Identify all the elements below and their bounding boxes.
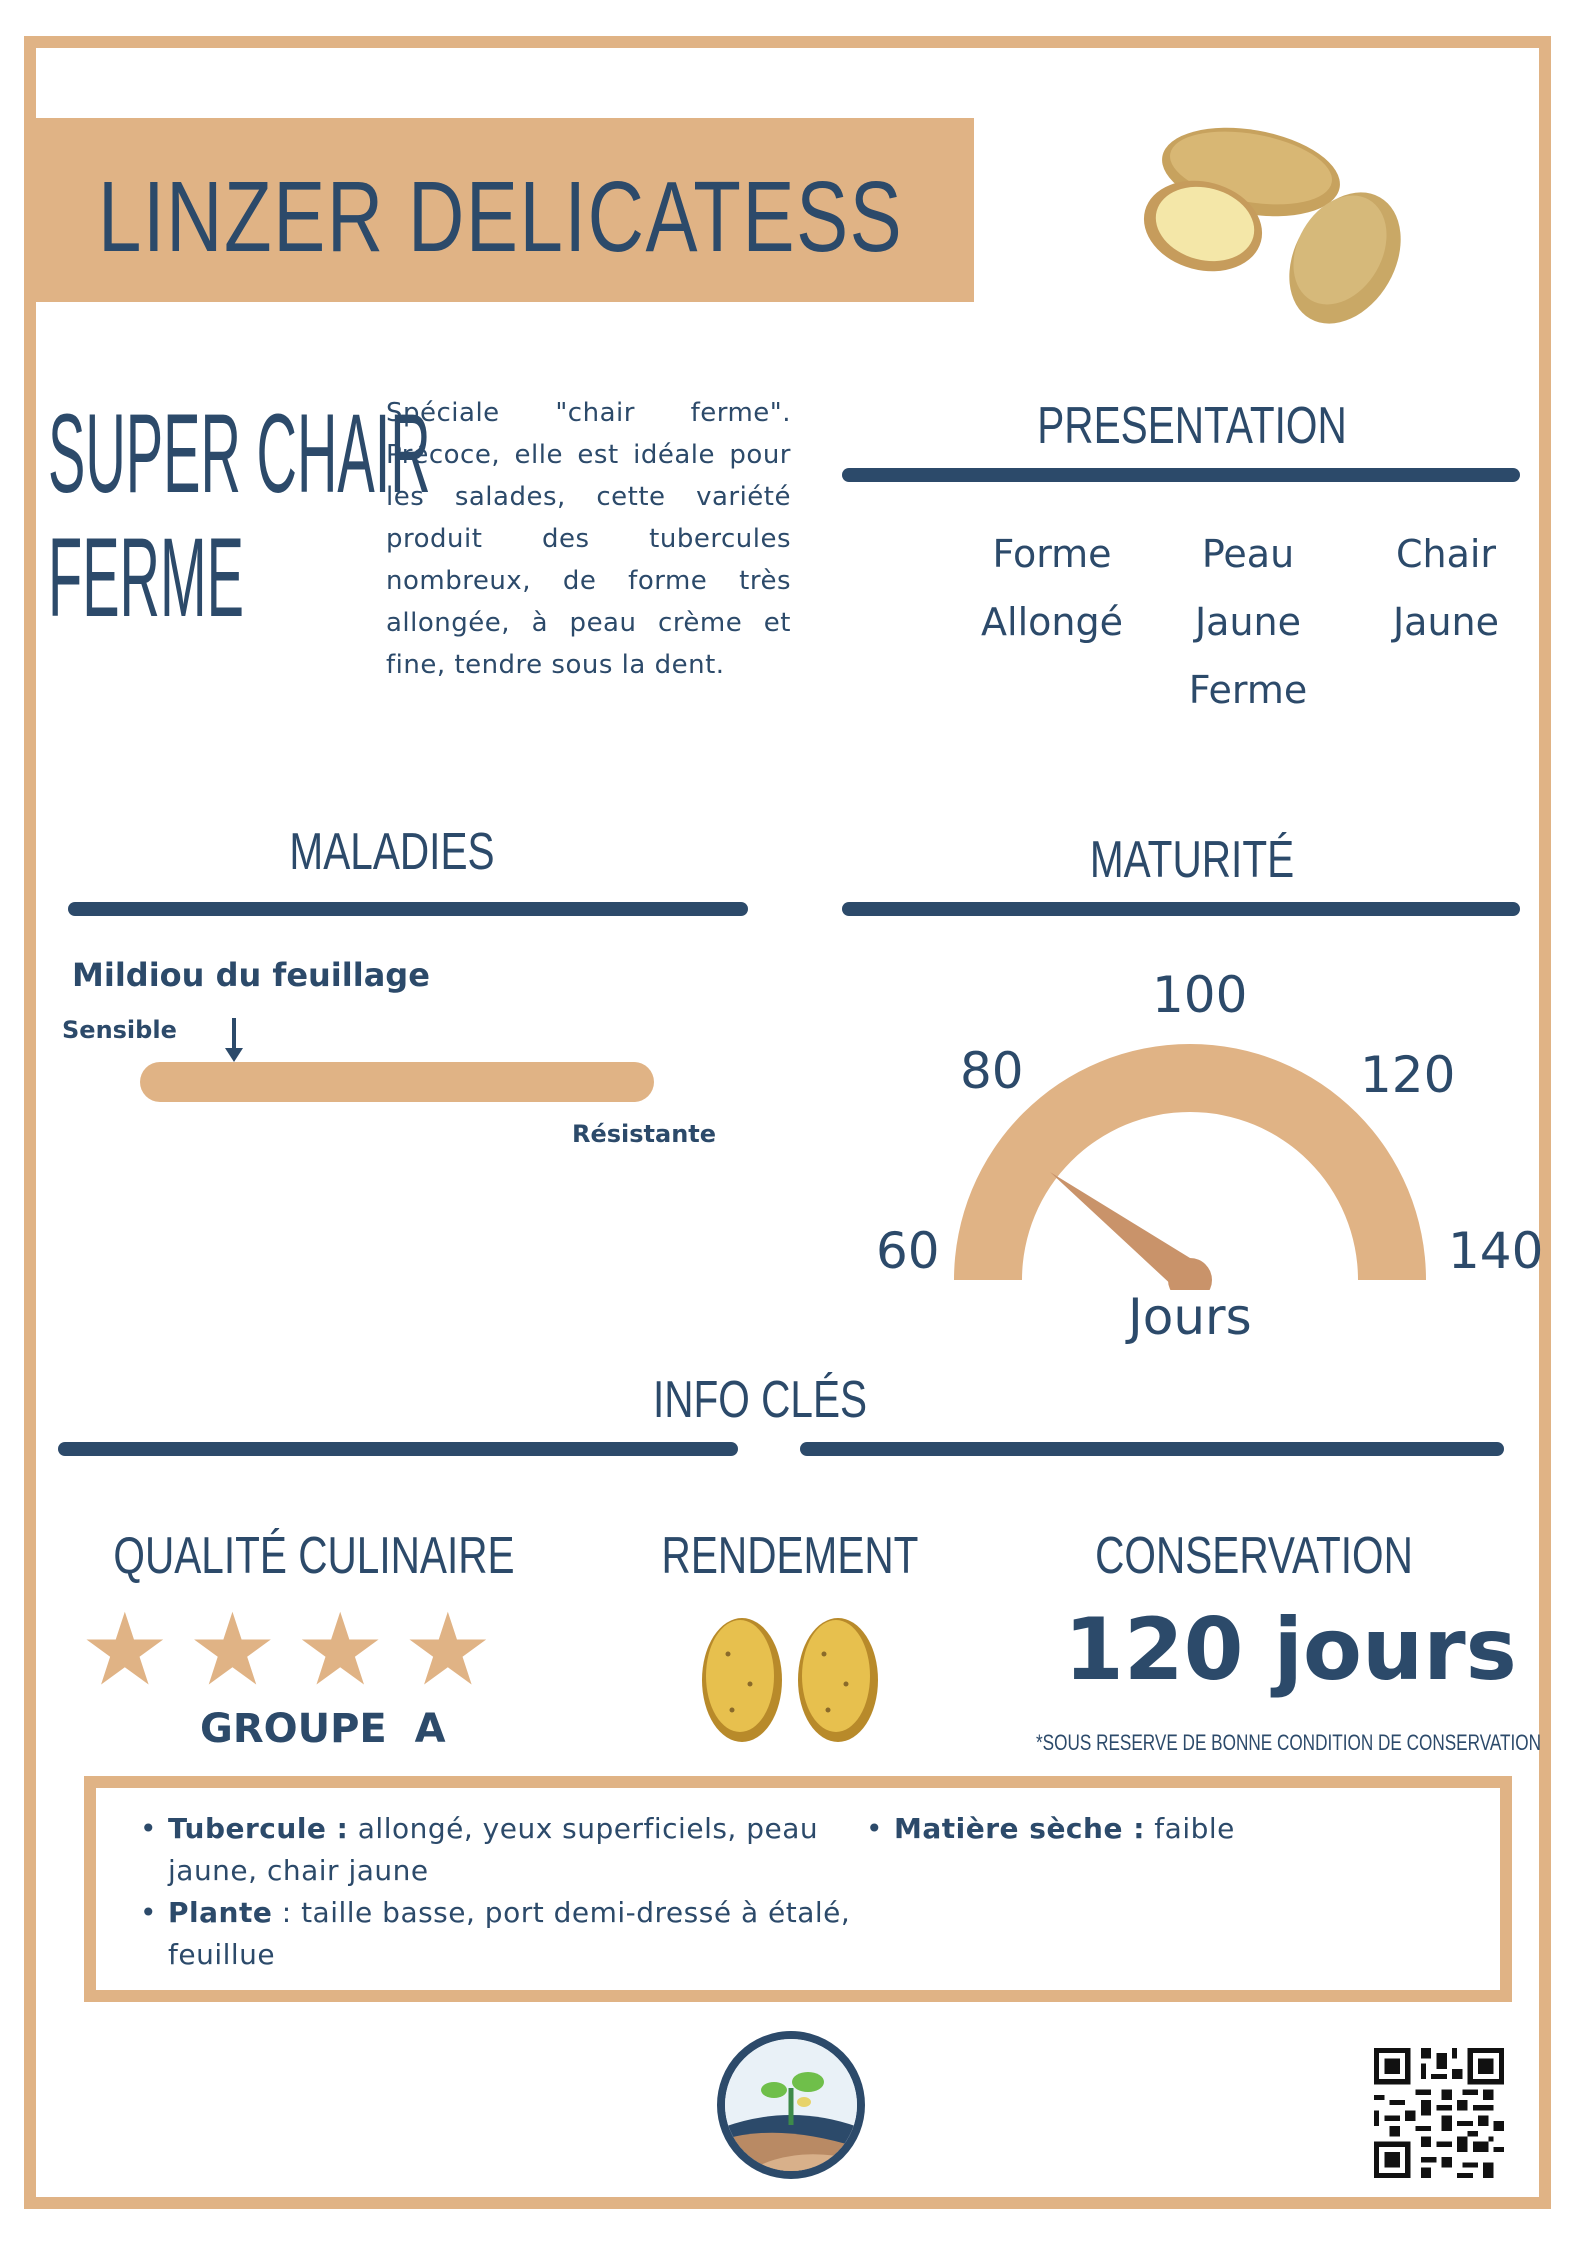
star-icon: ★ bbox=[402, 1591, 511, 1708]
maladies-heading: MALADIES bbox=[289, 823, 495, 881]
quality-stars bbox=[80, 1591, 511, 1708]
details-list-right bbox=[866, 1808, 1466, 1850]
potato-icon bbox=[798, 1618, 878, 1742]
yield-potatoes bbox=[698, 1614, 888, 1750]
resistance-scale bbox=[140, 1062, 654, 1102]
gauge-unit: Jours bbox=[1128, 1288, 1252, 1346]
disease-name: Mildiou du feuillage bbox=[72, 956, 430, 994]
presentation-chair bbox=[1346, 520, 1546, 656]
gauge-tick-140: 140 bbox=[1448, 1222, 1544, 1280]
chair-value: Jaune bbox=[1392, 600, 1500, 644]
presentation-divider bbox=[842, 468, 1520, 482]
subtitle-line-2: FERME bbox=[48, 515, 244, 640]
description: Spéciale "chair ferme". Précoce, elle est idéale pour les salades, cette variété produit des tubercules nombreux, de forme très allongée, à peau crème et fine, tendre sous la dent. bbox=[386, 398, 791, 680]
maturite-divider bbox=[842, 902, 1520, 916]
gauge-needle bbox=[1050, 1172, 1212, 1290]
conservation-heading: CONSERVATION bbox=[1095, 1527, 1413, 1585]
presentation-heading: PRESENTATION bbox=[1037, 397, 1347, 455]
peau-label: Peau bbox=[1201, 532, 1295, 576]
potato-illustration bbox=[1135, 110, 1435, 330]
peau-value-1: Jaune bbox=[1194, 600, 1302, 644]
star-icon: ★ bbox=[80, 1591, 188, 1708]
farm-logo-icon bbox=[716, 2030, 866, 2180]
info-cles-heading: INFO CLÉS bbox=[652, 1371, 868, 1429]
detail-matiere-seche: • Matière sèche : faible bbox=[866, 1808, 1466, 1850]
peau-value-2: Ferme bbox=[1188, 668, 1308, 712]
presentation-forme bbox=[952, 520, 1152, 656]
subtitle-line-1: SUPER CHAIR bbox=[48, 391, 431, 516]
gauge-tick-120: 120 bbox=[1360, 1046, 1456, 1104]
gauge-tick-100: 100 bbox=[1152, 966, 1248, 1024]
resistante-label: Résistante bbox=[572, 1120, 717, 1148]
details-list-left bbox=[140, 1808, 880, 1976]
potato-icon bbox=[702, 1618, 782, 1742]
conservation-value: 120 jours bbox=[1064, 1600, 1517, 1700]
forme-label: Forme bbox=[992, 532, 1112, 576]
quality-group: GROUPE A bbox=[200, 1706, 446, 1752]
forme-value: Allongé bbox=[981, 600, 1123, 644]
qr-code-icon bbox=[1374, 2048, 1504, 2178]
sensible-label: Sensible bbox=[62, 1016, 177, 1044]
resistance-marker-arrow-icon bbox=[222, 1016, 246, 1066]
maturite-heading: MATURITÉ bbox=[1089, 831, 1295, 889]
info-divider-left bbox=[58, 1442, 738, 1456]
info-divider-right bbox=[800, 1442, 1504, 1456]
star-icon: ★ bbox=[295, 1591, 403, 1708]
chair-label: Chair bbox=[1395, 532, 1497, 576]
conservation-note: *SOUS RESERVE DE BONNE CONDITION DE CONSERVATION bbox=[1036, 1730, 1542, 1755]
gauge-tick-60: 60 bbox=[876, 1222, 940, 1280]
star-icon: ★ bbox=[187, 1591, 296, 1708]
detail-plante: • Plante : taille basse, port demi-dressé à étalé, feuillue bbox=[140, 1892, 880, 1976]
page-title: LINZER DELICATESS bbox=[98, 161, 904, 273]
detail-tubercule: • Tubercule : allongé, yeux superficiels, peau jaune, chair jaune bbox=[140, 1808, 880, 1892]
gauge-tick-80: 80 bbox=[960, 1042, 1024, 1100]
maladies-divider bbox=[68, 902, 748, 916]
presentation-peau bbox=[1148, 520, 1348, 724]
details-box bbox=[84, 1776, 1512, 2002]
gauge-arc bbox=[954, 1044, 1426, 1280]
qualite-heading: QUALITÉ CULINAIRE bbox=[113, 1527, 515, 1585]
rendement-heading: RENDEMENT bbox=[661, 1527, 919, 1585]
